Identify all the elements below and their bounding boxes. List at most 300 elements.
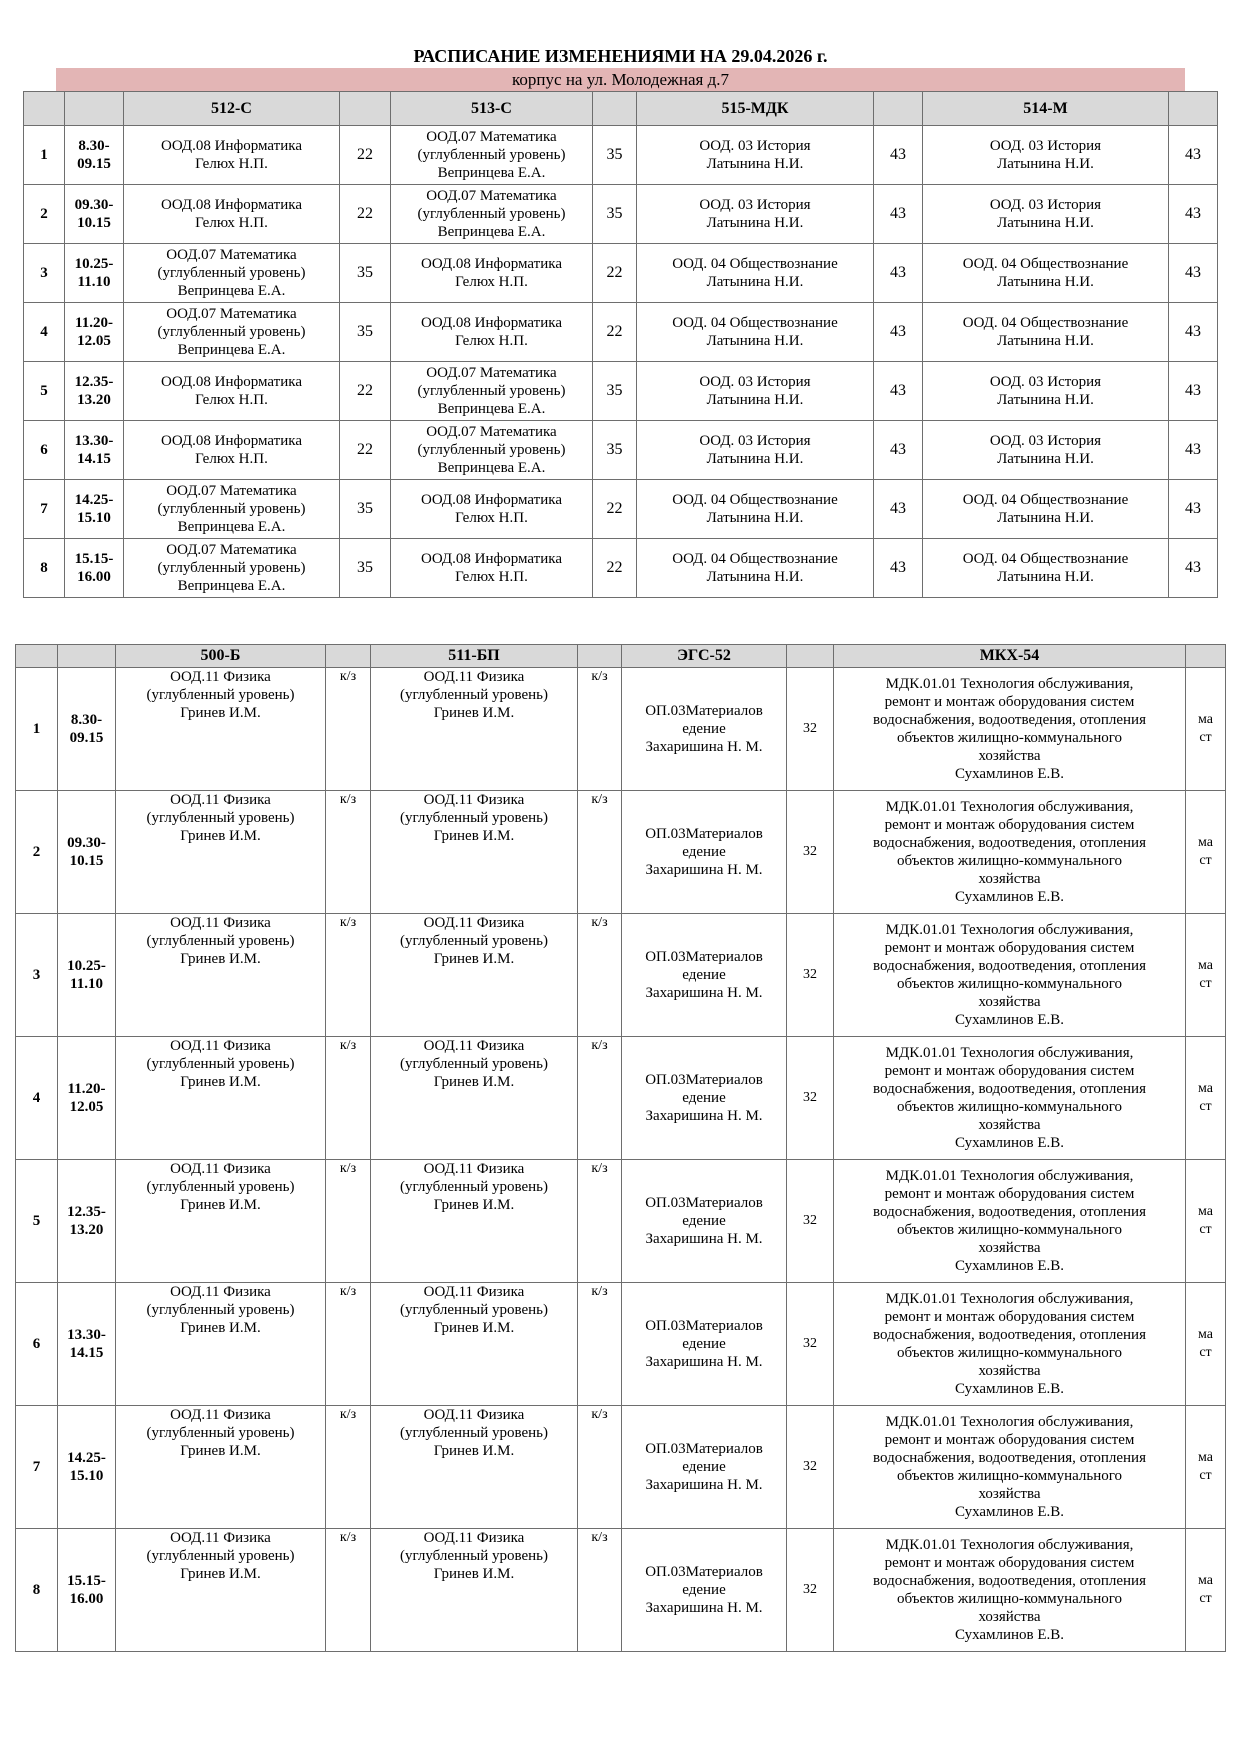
lesson-time bbox=[65, 185, 124, 244]
header-room bbox=[1169, 92, 1218, 126]
header-time bbox=[65, 92, 124, 126]
room-cell: 43 bbox=[874, 185, 923, 244]
header-room bbox=[787, 645, 834, 668]
cell-line: водоснабжения, водоотведения, отопления bbox=[873, 958, 1146, 974]
table-header-row bbox=[24, 92, 1218, 126]
lesson-cell bbox=[923, 362, 1169, 421]
cell-line: ООД. 04 Обществознание bbox=[672, 551, 838, 567]
cell-line: ООД.07 Математика bbox=[166, 306, 297, 322]
cell-line: ООД.08 Информатика bbox=[421, 315, 562, 331]
lesson-cell bbox=[116, 791, 326, 914]
cell-line: ООД.08 Информатика bbox=[161, 138, 302, 154]
lesson-number: 4 bbox=[16, 1037, 58, 1160]
schedule-table-1 bbox=[23, 91, 1218, 598]
room-cell: 35 bbox=[340, 244, 391, 303]
lesson-cell bbox=[637, 244, 874, 303]
cell-line: Захаришина Н. М. bbox=[645, 1600, 763, 1616]
lesson-cell bbox=[834, 791, 1186, 914]
cell-line: ООД.11 Физика bbox=[170, 792, 271, 808]
cell-line: Латынина Н.И. bbox=[706, 569, 804, 585]
lesson-cell bbox=[622, 1406, 787, 1529]
lesson-cell bbox=[834, 1406, 1186, 1529]
room-cell: 35 bbox=[340, 480, 391, 539]
cell-line: (углубленный уровень) bbox=[399, 1302, 548, 1318]
cell-line: ма bbox=[1198, 712, 1213, 727]
lesson-cell bbox=[923, 480, 1169, 539]
cell-line: ОП.03Материалов bbox=[645, 1072, 763, 1088]
cell-line: 8.30- bbox=[70, 712, 103, 728]
lesson-cell bbox=[124, 539, 340, 598]
cell-line: МДК.01.01 Технология обслуживания, bbox=[885, 1414, 1134, 1430]
room-cell: к/з bbox=[578, 1283, 622, 1406]
cell-line: Латынина Н.И. bbox=[706, 333, 804, 349]
cell-line: (углубленный уровень) bbox=[146, 1179, 295, 1195]
cell-line: Вепринцева Е.А. bbox=[177, 578, 286, 594]
cell-line: ООД. 03 История bbox=[699, 138, 811, 154]
cell-line: 10.25- bbox=[74, 256, 114, 272]
lesson-cell bbox=[923, 126, 1169, 185]
lesson-cell bbox=[116, 668, 326, 791]
cell-line: ООД.11 Физика bbox=[423, 1284, 525, 1300]
document-title: РАСПИСАНИЕ ИЗМЕНЕНИЯМИ НА 29.04.2026 г. bbox=[413, 46, 828, 66]
cell-line: 16.00 bbox=[69, 1591, 104, 1607]
cell-line: 09.30- bbox=[67, 835, 106, 851]
cell-line: едение bbox=[682, 721, 726, 737]
cell-line: ООД. 04 Обществознание bbox=[962, 256, 1129, 272]
cell-line: Сухамлинов Е.В. bbox=[954, 1135, 1065, 1151]
cell-line: Сухамлинов Е.В. bbox=[954, 889, 1065, 905]
cell-line: Сухамлинов Е.В. bbox=[954, 1627, 1065, 1643]
room-cell: к/з bbox=[578, 668, 622, 791]
cell-line: (углубленный уровень) bbox=[417, 442, 566, 458]
cell-line: хозяйства bbox=[978, 1117, 1041, 1133]
cell-line: объектов жилищно-коммунального bbox=[896, 1345, 1123, 1361]
cell-line: Гринев И.М. bbox=[433, 828, 515, 844]
cell-line: 15.10 bbox=[77, 510, 111, 526]
table-row bbox=[24, 185, 1218, 244]
lesson-time bbox=[65, 362, 124, 421]
lesson-cell bbox=[391, 126, 593, 185]
cell-line: ООД.07 Математика bbox=[426, 424, 557, 440]
lesson-cell bbox=[622, 1160, 787, 1283]
room-cell bbox=[1186, 668, 1226, 791]
room-cell: к/з bbox=[578, 1160, 622, 1283]
cell-line: (углубленный уровень) bbox=[146, 1548, 295, 1564]
lesson-cell bbox=[391, 303, 593, 362]
lesson-cell bbox=[371, 1037, 578, 1160]
cell-line: хозяйства bbox=[978, 871, 1041, 887]
cell-line: ООД.11 Физика bbox=[423, 1038, 525, 1054]
cell-line: ма bbox=[1198, 835, 1213, 850]
cell-line: Захаришина Н. М. bbox=[645, 985, 763, 1001]
cell-line: ООД.07 Математика bbox=[426, 188, 557, 204]
header-number bbox=[24, 92, 65, 126]
cell-line: 10.25- bbox=[67, 958, 106, 974]
cell-line: водоснабжения, водоотведения, отопления bbox=[873, 835, 1146, 851]
cell-line: ОП.03Материалов bbox=[645, 826, 763, 842]
cell-line: Сухамлинов Е.В. bbox=[954, 1012, 1065, 1028]
room-cell: 43 bbox=[874, 244, 923, 303]
lesson-time bbox=[58, 1160, 116, 1283]
lesson-cell bbox=[371, 668, 578, 791]
cell-line: 14.15 bbox=[77, 451, 111, 467]
cell-line: Латынина Н.И. bbox=[997, 274, 1094, 290]
lesson-number: 2 bbox=[16, 791, 58, 914]
cell-line: (углубленный уровень) bbox=[417, 383, 566, 399]
lesson-time bbox=[58, 1283, 116, 1406]
lesson-cell bbox=[637, 185, 874, 244]
cell-line: ООД.11 Физика bbox=[423, 915, 525, 931]
cell-line: Латынина Н.И. bbox=[997, 215, 1094, 231]
lesson-cell bbox=[391, 362, 593, 421]
room-cell bbox=[1186, 1160, 1226, 1283]
lesson-number: 7 bbox=[16, 1406, 58, 1529]
lesson-cell bbox=[371, 1529, 578, 1652]
room-cell: 32 bbox=[787, 914, 834, 1037]
table-row bbox=[16, 668, 1226, 791]
cell-line: ст bbox=[1199, 853, 1212, 868]
lesson-cell bbox=[391, 421, 593, 480]
cell-line: хозяйства bbox=[978, 1363, 1041, 1379]
table-row bbox=[16, 791, 1226, 914]
lesson-cell bbox=[371, 1160, 578, 1283]
room-cell: к/з bbox=[326, 1037, 371, 1160]
cell-line: (углубленный уровень) bbox=[157, 265, 306, 281]
cell-line: ст bbox=[1199, 1591, 1212, 1606]
room-cell: к/з bbox=[326, 914, 371, 1037]
cell-line: Гринев И.М. bbox=[180, 705, 261, 721]
header-room bbox=[578, 645, 622, 668]
lesson-time bbox=[65, 126, 124, 185]
lesson-cell bbox=[637, 126, 874, 185]
room-cell: 43 bbox=[874, 421, 923, 480]
room-cell: 43 bbox=[874, 362, 923, 421]
cell-line: (углубленный уровень) bbox=[399, 1056, 548, 1072]
lesson-cell bbox=[116, 1529, 326, 1652]
cell-line: ремонт и монтаж оборудования систем bbox=[884, 1555, 1135, 1571]
room-cell bbox=[1186, 1406, 1226, 1529]
cell-line: МДК.01.01 Технология обслуживания, bbox=[885, 1168, 1134, 1184]
lesson-cell bbox=[622, 1529, 787, 1652]
cell-line: ООД.07 Математика bbox=[166, 483, 297, 499]
cell-line: ремонт и монтаж оборудования систем bbox=[884, 1309, 1135, 1325]
cell-line: ООД.08 Информатика bbox=[161, 374, 302, 390]
cell-line: (углубленный уровень) bbox=[399, 1548, 548, 1564]
cell-line: ремонт и монтаж оборудования систем bbox=[884, 940, 1135, 956]
room-cell: к/з bbox=[578, 1406, 622, 1529]
lesson-cell bbox=[622, 1283, 787, 1406]
cell-line: ст bbox=[1199, 1345, 1212, 1360]
cell-line: Гринев И.М. bbox=[180, 951, 261, 967]
cell-line: Вепринцева Е.А. bbox=[177, 283, 286, 299]
group-header: МКХ-54 bbox=[834, 645, 1186, 668]
lesson-cell bbox=[834, 1160, 1186, 1283]
cell-line: хозяйства bbox=[978, 1486, 1041, 1502]
cell-line: Гринев И.М. bbox=[180, 1320, 261, 1336]
room-cell: к/з bbox=[578, 914, 622, 1037]
cell-line: ООД.08 Информатика bbox=[421, 551, 562, 567]
cell-line: МДК.01.01 Технология обслуживания, bbox=[885, 799, 1134, 815]
room-cell: 35 bbox=[593, 421, 637, 480]
cell-line: (углубленный уровень) bbox=[157, 501, 306, 517]
lesson-cell bbox=[391, 480, 593, 539]
room-cell: 35 bbox=[340, 303, 391, 362]
room-cell: к/з bbox=[578, 1529, 622, 1652]
room-cell: 22 bbox=[340, 126, 391, 185]
room-cell bbox=[1186, 1529, 1226, 1652]
cell-line: едение bbox=[682, 1336, 726, 1352]
cell-line: (углубленный уровень) bbox=[399, 810, 548, 826]
table-row bbox=[24, 303, 1218, 362]
lesson-cell bbox=[923, 303, 1169, 362]
lesson-cell bbox=[371, 914, 578, 1037]
cell-line: ООД. 03 История bbox=[989, 197, 1102, 213]
cell-line: едение bbox=[682, 1213, 726, 1229]
cell-line: Гелюх Н.П. bbox=[195, 215, 268, 231]
cell-line: ОП.03Материалов bbox=[645, 1441, 763, 1457]
cell-line: ОП.03Материалов bbox=[645, 703, 763, 719]
cell-line: ООД.11 Физика bbox=[423, 1530, 525, 1546]
cell-line: 10.15 bbox=[77, 215, 111, 231]
cell-line: Вепринцева Е.А. bbox=[437, 165, 546, 181]
cell-line: Захаришина Н. М. bbox=[645, 1354, 763, 1370]
cell-line: ст bbox=[1199, 976, 1212, 991]
lesson-cell bbox=[637, 539, 874, 598]
room-cell: 22 bbox=[593, 539, 637, 598]
cell-line: МДК.01.01 Технология обслуживания, bbox=[885, 676, 1134, 692]
table-row bbox=[16, 1406, 1226, 1529]
cell-line: 11.20- bbox=[75, 315, 113, 331]
cell-line: хозяйства bbox=[978, 1609, 1041, 1625]
lesson-number: 3 bbox=[24, 244, 65, 303]
cell-line: хозяйства bbox=[978, 1240, 1041, 1256]
room-cell: к/з bbox=[326, 791, 371, 914]
lesson-time bbox=[65, 244, 124, 303]
cell-line: Гелюх Н.П. bbox=[455, 274, 528, 290]
cell-line: (углубленный уровень) bbox=[157, 560, 306, 576]
cell-line: (углубленный уровень) bbox=[417, 147, 566, 163]
lesson-cell bbox=[834, 1037, 1186, 1160]
cell-line: едение bbox=[682, 844, 726, 860]
lesson-time bbox=[58, 914, 116, 1037]
lesson-number: 1 bbox=[16, 668, 58, 791]
cell-line: 09.30- bbox=[74, 197, 114, 213]
room-cell: 22 bbox=[340, 421, 391, 480]
cell-line: ООД.11 Физика bbox=[423, 669, 525, 685]
cell-line: (углубленный уровень) bbox=[146, 687, 295, 703]
cell-line: ООД. 03 История bbox=[699, 374, 811, 390]
cell-line: 13.20 bbox=[69, 1222, 104, 1238]
cell-line: ОП.03Материалов bbox=[645, 1195, 763, 1211]
cell-line: Гринев И.М. bbox=[180, 1566, 261, 1582]
lesson-number: 1 bbox=[24, 126, 65, 185]
cell-line: хозяйства bbox=[978, 994, 1041, 1010]
lesson-cell bbox=[923, 185, 1169, 244]
cell-line: ОП.03Материалов bbox=[645, 1318, 763, 1334]
room-cell: 22 bbox=[593, 303, 637, 362]
cell-line: Гринев И.М. bbox=[433, 1566, 515, 1582]
cell-line: Сухамлинов Е.В. bbox=[954, 766, 1065, 782]
cell-line: Гринев И.М. bbox=[433, 1197, 515, 1213]
cell-line: ООД. 03 История bbox=[989, 433, 1102, 449]
cell-line: объектов жилищно-коммунального bbox=[896, 853, 1123, 869]
cell-line: объектов жилищно-коммунального bbox=[896, 1591, 1123, 1607]
cell-line: Латынина Н.И. bbox=[997, 451, 1094, 467]
lesson-cell bbox=[371, 1406, 578, 1529]
cell-line: ООД.11 Физика bbox=[170, 915, 271, 931]
lesson-cell bbox=[923, 244, 1169, 303]
cell-line: ООД.11 Физика bbox=[170, 669, 271, 685]
table-row bbox=[16, 1037, 1226, 1160]
cell-line: едение bbox=[682, 967, 726, 983]
cell-line: ООД.11 Физика bbox=[423, 1407, 525, 1423]
cell-line: (углубленный уровень) bbox=[399, 687, 548, 703]
table-row bbox=[24, 539, 1218, 598]
cell-line: МДК.01.01 Технология обслуживания, bbox=[885, 1045, 1134, 1061]
room-cell: 43 bbox=[874, 126, 923, 185]
room-cell bbox=[1186, 1283, 1226, 1406]
table-row bbox=[16, 1283, 1226, 1406]
cell-line: Латынина Н.И. bbox=[706, 510, 804, 526]
lesson-number: 8 bbox=[24, 539, 65, 598]
cell-line: Гелюх Н.П. bbox=[195, 392, 268, 408]
lesson-cell bbox=[622, 914, 787, 1037]
lesson-cell bbox=[391, 539, 593, 598]
cell-line: 15.15- bbox=[74, 551, 114, 567]
lesson-cell bbox=[124, 362, 340, 421]
cell-line: (углубленный уровень) bbox=[146, 1302, 295, 1318]
cell-line: ООД.11 Физика bbox=[170, 1038, 271, 1054]
lesson-number: 5 bbox=[16, 1160, 58, 1283]
cell-line: 09.15 bbox=[77, 156, 111, 172]
group-header: 512-С bbox=[124, 92, 340, 126]
cell-line: (углубленный уровень) bbox=[146, 933, 295, 949]
cell-line: МДК.01.01 Технология обслуживания, bbox=[885, 1291, 1134, 1307]
room-cell: 43 bbox=[1169, 539, 1218, 598]
cell-line: ст bbox=[1199, 730, 1212, 745]
cell-line: (углубленный уровень) bbox=[146, 1425, 295, 1441]
room-cell: 43 bbox=[1169, 244, 1218, 303]
cell-line: Сухамлинов Е.В. bbox=[954, 1258, 1065, 1274]
cell-line: объектов жилищно-коммунального bbox=[896, 976, 1123, 992]
cell-line: Вепринцева Е.А. bbox=[177, 342, 286, 358]
cell-line: Гелюх Н.П. bbox=[455, 333, 528, 349]
room-cell: 32 bbox=[787, 1529, 834, 1652]
cell-line: МДК.01.01 Технология обслуживания, bbox=[885, 922, 1134, 938]
lesson-number: 2 bbox=[24, 185, 65, 244]
cell-line: ООД.07 Математика bbox=[426, 129, 557, 145]
room-cell: к/з bbox=[326, 668, 371, 791]
cell-line: объектов жилищно-коммунального bbox=[896, 730, 1123, 746]
cell-line: водоснабжения, водоотведения, отопления bbox=[873, 1573, 1146, 1589]
cell-line: ремонт и монтаж оборудования систем bbox=[884, 694, 1135, 710]
room-cell: 43 bbox=[1169, 303, 1218, 362]
table-row bbox=[24, 480, 1218, 539]
cell-line: 12.35- bbox=[67, 1204, 106, 1220]
lesson-cell bbox=[923, 421, 1169, 480]
cell-line: Вепринцева Е.А. bbox=[437, 460, 546, 476]
lesson-cell bbox=[637, 362, 874, 421]
cell-line: Гелюх Н.П. bbox=[195, 156, 268, 172]
cell-line: Гелюх Н.П. bbox=[195, 451, 268, 467]
cell-line: ма bbox=[1198, 1081, 1213, 1096]
lesson-cell bbox=[637, 421, 874, 480]
room-cell: к/з bbox=[326, 1283, 371, 1406]
cell-line: ООД.07 Математика bbox=[166, 247, 297, 263]
cell-line: Захаришина Н. М. bbox=[645, 1108, 763, 1124]
cell-line: 15.10 bbox=[69, 1468, 104, 1484]
lesson-cell bbox=[116, 1283, 326, 1406]
room-cell: 32 bbox=[787, 791, 834, 914]
room-cell: 22 bbox=[593, 480, 637, 539]
cell-line: (углубленный уровень) bbox=[146, 1056, 295, 1072]
lesson-cell bbox=[116, 1160, 326, 1283]
room-cell: 22 bbox=[340, 362, 391, 421]
cell-line: Латынина Н.И. bbox=[997, 392, 1094, 408]
cell-line: едение bbox=[682, 1090, 726, 1106]
lesson-cell bbox=[371, 1283, 578, 1406]
lesson-time bbox=[58, 1406, 116, 1529]
room-cell: 35 bbox=[593, 126, 637, 185]
lesson-time bbox=[58, 791, 116, 914]
cell-line: Гринев И.М. bbox=[433, 1443, 515, 1459]
lesson-cell bbox=[923, 539, 1169, 598]
cell-line: Гринев И.М. bbox=[433, 1074, 515, 1090]
cell-line: 14.25- bbox=[74, 492, 114, 508]
lesson-cell bbox=[116, 914, 326, 1037]
cell-line: ООД. 04 Обществознание bbox=[672, 492, 838, 508]
group-header: 513-С bbox=[391, 92, 593, 126]
lesson-cell bbox=[637, 303, 874, 362]
cell-line: Вепринцева Е.А. bbox=[437, 401, 546, 417]
cell-line: ремонт и монтаж оборудования систем bbox=[884, 817, 1135, 833]
lesson-number: 8 bbox=[16, 1529, 58, 1652]
room-cell: 43 bbox=[1169, 421, 1218, 480]
cell-line: Латынина Н.И. bbox=[997, 333, 1094, 349]
lesson-cell bbox=[834, 668, 1186, 791]
lesson-time bbox=[65, 421, 124, 480]
room-cell: 43 bbox=[1169, 126, 1218, 185]
room-cell: 43 bbox=[1169, 362, 1218, 421]
table-row bbox=[16, 914, 1226, 1037]
cell-line: Захаришина Н. М. bbox=[645, 1477, 763, 1493]
cell-line: Захаришина Н. М. bbox=[645, 739, 763, 755]
cell-line: Гелюх Н.П. bbox=[455, 510, 528, 526]
cell-line: 16.00 bbox=[77, 569, 111, 585]
schedule-table-2 bbox=[15, 644, 1226, 1652]
cell-line: ОП.03Материалов bbox=[645, 949, 763, 965]
cell-line: объектов жилищно-коммунального bbox=[896, 1222, 1123, 1238]
lesson-time bbox=[65, 480, 124, 539]
lesson-cell bbox=[622, 1037, 787, 1160]
room-cell: 22 bbox=[340, 185, 391, 244]
cell-line: 12.05 bbox=[69, 1099, 104, 1115]
room-cell: 22 bbox=[593, 244, 637, 303]
cell-line: ООД. 04 Обществознание bbox=[672, 315, 838, 331]
cell-line: Латынина Н.И. bbox=[706, 392, 804, 408]
table-row bbox=[24, 421, 1218, 480]
cell-line: ООД.08 Информатика bbox=[421, 492, 562, 508]
cell-line: ООД. 03 История bbox=[699, 197, 811, 213]
building-subtitle: корпус на ул. Молодежная д.7 bbox=[56, 68, 1185, 91]
lesson-cell bbox=[622, 791, 787, 914]
lesson-cell bbox=[116, 1406, 326, 1529]
cell-line: ремонт и монтаж оборудования систем bbox=[884, 1063, 1135, 1079]
lesson-cell bbox=[124, 244, 340, 303]
cell-line: 10.15 bbox=[69, 853, 104, 869]
cell-line: 11.10 bbox=[70, 976, 103, 992]
table-row bbox=[16, 1160, 1226, 1283]
